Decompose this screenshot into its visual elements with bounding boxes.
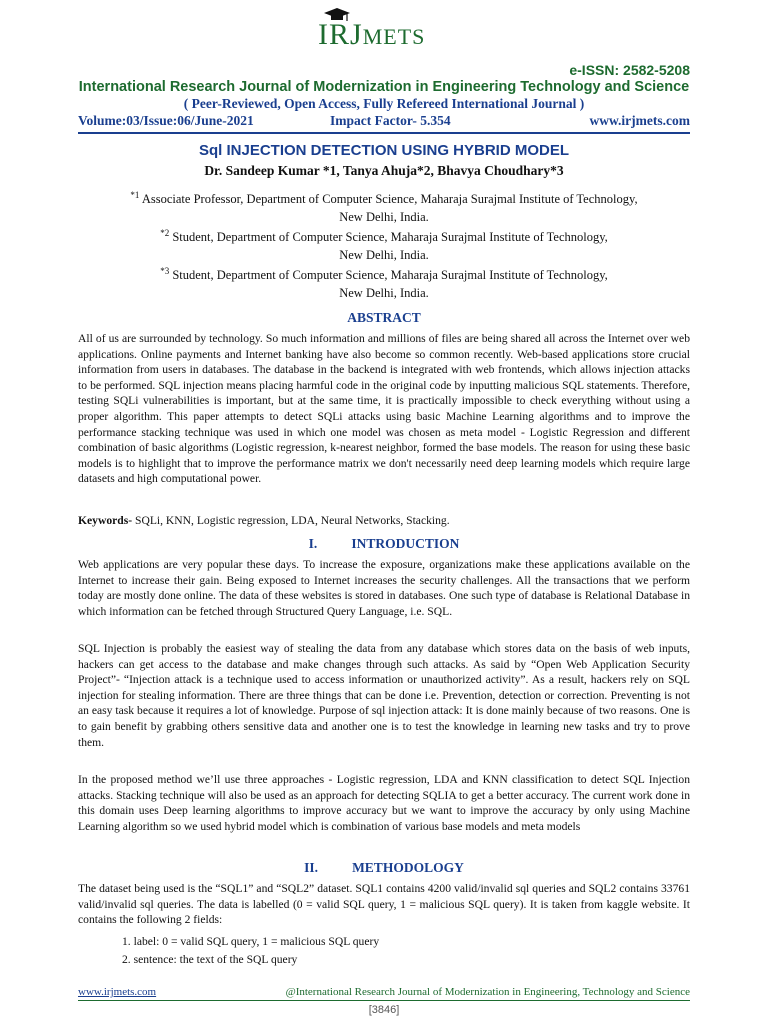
abstract-text: All of us are surrounded by technology. So much information and millions of files are being shared all across the Internet over web applications. Online payments and Internet banking have also become so common recently. Web-based applications store crucial information from users in databases. The database in the backend is integrated with web frontends, which allows injection attacks to be performed. SQL injection means placing harmful code in the original code by inputting malicious SQL statements. Therefore, testing SQLi vulnerabilities is important, but at the same time, it is practically impossible to check everything without using a proper algorithm. This paper attempts to detect SQLi attacks using basic Machine Learning algorithms and to improve the performance stacking technique was used in which one model was chosen as meta model - Logistic Regression and different combination of basic algorithms (Logistic regression, k-nearest neighbor, formed the base models. The reason for using these basic models is to highlight that to improve the performance matrix we don't necessarily need deep learning models which require large datasets and high computational power. xyxy=(78,332,690,486)
intro-paragraph-2: SQL Injection is probably the easiest way of stealing the data from any database which stores data on the basis of web inputs, hackers can get access to the database and make changes through such attacks. As said by “Open Web Application Security Project”- “Injection attack is a technique used to access information or unauthorized activity”. As a result, hackers rely on SQL injection for stealing information. There are three things that can be done i.e. Prevention, detection or correction. Preventing is not an easy task because it requires a lot of knowledge. Purpose of sql injection attack: It is done mainly because of two reasons. One is to gain benefit by grabbing others sensitive data and another one is to test the knowledge in learning new tasks and try to prove them. xyxy=(78,642,690,749)
footer-copyright: @International Research Journal of Modernization in Engineering, Technology and Science xyxy=(285,986,690,998)
intro-paragraph-1: Web applications are very popular these days. To increase the exposure, organizations make these applications available on the Internet to increase their gain. Being exposed to Internet increases the security challenges. All the transactions that we perform today are mostly done online. The data of these websites is stored in databases. One such type of database is Relational Database in which information can be fetched through Structured Query Language, i.e. SQL. xyxy=(78,558,690,618)
list-item: 1. label: 0 = valid SQL query, 1 = malicious SQL query xyxy=(122,935,380,948)
affiliation-2: $^{*2}$ Student, Department of Computer Science, Maharaja Surajmal Institute of Technology, New Delhi, India. xyxy=(160,228,608,263)
introduction-heading: I. INTRODUCTION xyxy=(308,536,460,551)
logo-m: M xyxy=(362,24,384,49)
journal-logo xyxy=(318,8,458,52)
volume-issue: Volume:03/Issue:06/June-2021 xyxy=(78,113,254,128)
keywords: Keywords- SQLi, KNN, Logistic regression, LDA, Neural Networks, Stacking. xyxy=(78,514,450,527)
journal-title: International Research Journal of Modernization in Engineering Technology and Science xyxy=(78,79,690,95)
issue-meta xyxy=(78,113,690,131)
intro-paragraph-3: In the proposed method we’ll use three approaches - Logistic regression, LDA and KNN classification to detect SQL Injection attacks. Stacking technique will also be used as an approach for detecting SQLIA to get a better accuracy. The current work done in this domain uses Deep learning algorithms to improve accuracy but we want to improve the accuracy by only using Machine Learning algorithm so we used hybrid model which is combination of various base models and meta models xyxy=(78,773,690,833)
eissn: e-ISSN: 2582-5208 xyxy=(569,62,690,78)
logo-tail: ETS xyxy=(383,24,426,49)
affiliation-1: $^{*1}$ Associate Professor, Department of Computer Science, Maharaja Surajmal Institute of Technology, New Delhi, India. xyxy=(130,190,638,225)
affiliation-3: $^{*3}$ Student, Department of Computer Science, Maharaja Surajmal Institute of Technology, New Delhi, India. xyxy=(160,266,608,301)
methodology-heading: II. METHODOLOGY xyxy=(304,860,464,875)
paper-title: Sql INJECTION DETECTION USING HYBRID MODEL xyxy=(198,142,570,159)
page-number: [3846] xyxy=(368,1004,400,1016)
list-item: 2. sentence: the text of the SQL query xyxy=(122,953,298,966)
impact-factor: Impact Factor- 5.354 xyxy=(330,113,451,128)
footer-website-link[interactable]: www.irjmets.com xyxy=(78,986,157,998)
logo-main: IRJ xyxy=(318,18,363,51)
footer-rule xyxy=(78,1000,690,1001)
abstract-heading: ABSTRACT xyxy=(347,310,421,325)
methodology-paragraph: The dataset being used is the “SQL1” and “SQL2” dataset. SQL1 contains 4200 valid/invalid sql queries and SQL2 contains 33761 valid/invalid sql queries. The data is labelled (0 = valid SQL query, 1 = malicious SQL query). It is taken from kaggle website. It contains the following 2 fields: xyxy=(78,882,690,927)
website: www.irjmets.com xyxy=(589,113,690,128)
header-rule xyxy=(78,132,690,134)
authors: Dr. Sandeep Kumar *1, Tanya Ahuja*2, Bhavya Choudhary*3 xyxy=(204,163,564,178)
journal-subtitle: ( Peer-Reviewed, Open Access, Fully Refereed International Journal ) xyxy=(183,96,585,111)
